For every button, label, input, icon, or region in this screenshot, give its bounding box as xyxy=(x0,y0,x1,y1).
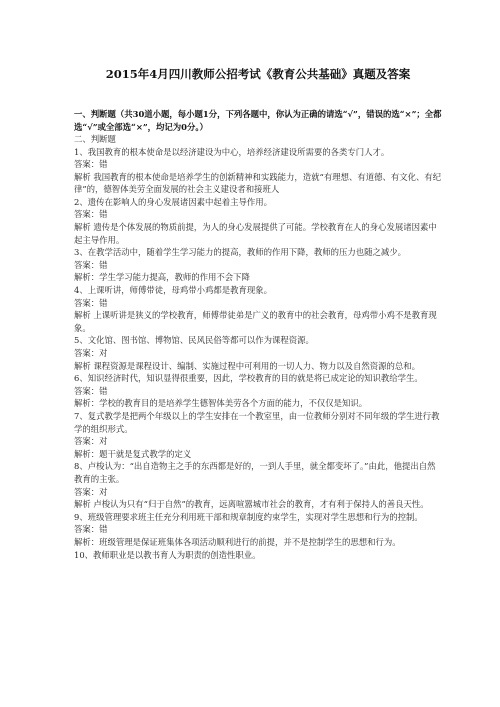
section-instructions: 一、判断题（共30道小题，每小题1分，下列各题中，你认为正确的请选“√”，错误的选“×”；全都选“√”或全部选“×”，均记为0分。） xyxy=(74,109,442,132)
question-explanation: 解析 卢梭认为只有“归于自然”的教育，远离喧嚣城市社会的教育，才有利于保持人的善良天性。 xyxy=(74,499,429,510)
page-title: 2015年4月四川教师公招考试《教育公共基础》真题及答案 xyxy=(105,67,411,81)
question-stem: 4、上课听讲，师傅带徒，母鸡带小鸡都是教育现象。 xyxy=(74,285,272,296)
question-answer: 答案：错 xyxy=(74,209,108,220)
question-explanation: 解析 遗传是个体发展的物质前提，为人的身心发展提供了可能。学校教育在人的身心发展诸因素中起主导作用。 xyxy=(74,222,437,245)
question-explanation: 解析：题干就是复式教学的定义 xyxy=(74,448,192,459)
question-item xyxy=(74,511,442,549)
question-stem: 10、教师职业是以教书育人为职责的创造性职业。 xyxy=(74,549,261,560)
question-explanation: 解析 课程资源是课程设计、编制、实施过程中可利用的一切人力、物力以及自然资源的总和。 xyxy=(74,360,421,371)
question-answer: 答案：对 xyxy=(74,436,108,447)
question-item xyxy=(74,284,442,334)
question-answer: 答案：错 xyxy=(74,259,108,270)
question-item xyxy=(74,334,442,372)
question-stem: 2、遗传在影响人的身心发展诸因素中起着主导作用。 xyxy=(74,196,272,207)
question-list xyxy=(74,146,442,562)
question-item xyxy=(74,372,442,410)
question-stem: 8、卢梭认为：“出自造物主之手的东西都是好的，一到人手里，就全都变坏了。”由此，他提出自然教育的主张。 xyxy=(74,461,436,484)
question-item xyxy=(74,549,442,562)
question-item xyxy=(74,410,442,460)
question-item xyxy=(74,196,442,246)
question-item xyxy=(74,460,442,510)
question-stem: 9、班级管理要求班主任充分利用班干部和规章制度约束学生，实现对学生思想和行为的控制。 xyxy=(74,511,423,522)
question-explanation: 解析 我国教育的根本使命是培养学生的创新精神和实践能力，造就“有理想、有道德、有文化、有纪律”的，德智体美劳全面发展的社会主义建设者和接班人 xyxy=(74,171,442,195)
question-item xyxy=(74,246,442,284)
question-explanation: 解析：班级管理是保证班集体各项活动顺利进行的前提，并不是控制学生的思想和行为。 xyxy=(74,536,401,547)
question-answer: 答案：错 xyxy=(74,524,108,535)
question-answer: 答案：对 xyxy=(74,348,108,358)
question-stem: 6、知识经济时代，知识显得很重要，因此，学校教育的目的就是将已成定论的知识教给学生。 xyxy=(74,373,423,384)
question-explanation: 解析 上课听讲是狭义的学校教育，师傅带徒弟是广义的教育中的社会教育，母鸡带小鸡不是教育现象。 xyxy=(74,310,437,333)
question-stem: 1、我国教育的根本使命是以经济建设为中心，培养经济建设所需要的各类专门人才。 xyxy=(74,146,390,157)
question-answer: 答案：错 xyxy=(74,297,108,308)
question-stem: 5、文化馆、图书馆、博物馆、民风民俗等都可以作为课程资源。 xyxy=(74,335,314,346)
section-heading: 二、判断题 xyxy=(74,134,116,144)
question-stem: 7、复式教学是把两个年级以上的学生安排在一个教室里，由一位教师分别对不同年级的学生进行教学的组织形式。 xyxy=(74,410,440,434)
question-explanation: 解析：学校的教育目的是培养学生德智体美劳各个方面的能力，不仅仅是知识。 xyxy=(74,398,368,409)
question-item xyxy=(74,146,442,196)
question-explanation: 解析：学生学习能力提高，教师的作用不会下降 xyxy=(74,272,250,283)
question-stem: 3、在教学活动中，随着学生学习能力的提高，教师的作用下降，教师的压力也随之减少。 xyxy=(74,247,406,258)
question-answer: 答案：错 xyxy=(74,385,108,396)
question-answer: 答案：对 xyxy=(74,486,108,497)
question-answer: 答案：错 xyxy=(74,159,108,170)
